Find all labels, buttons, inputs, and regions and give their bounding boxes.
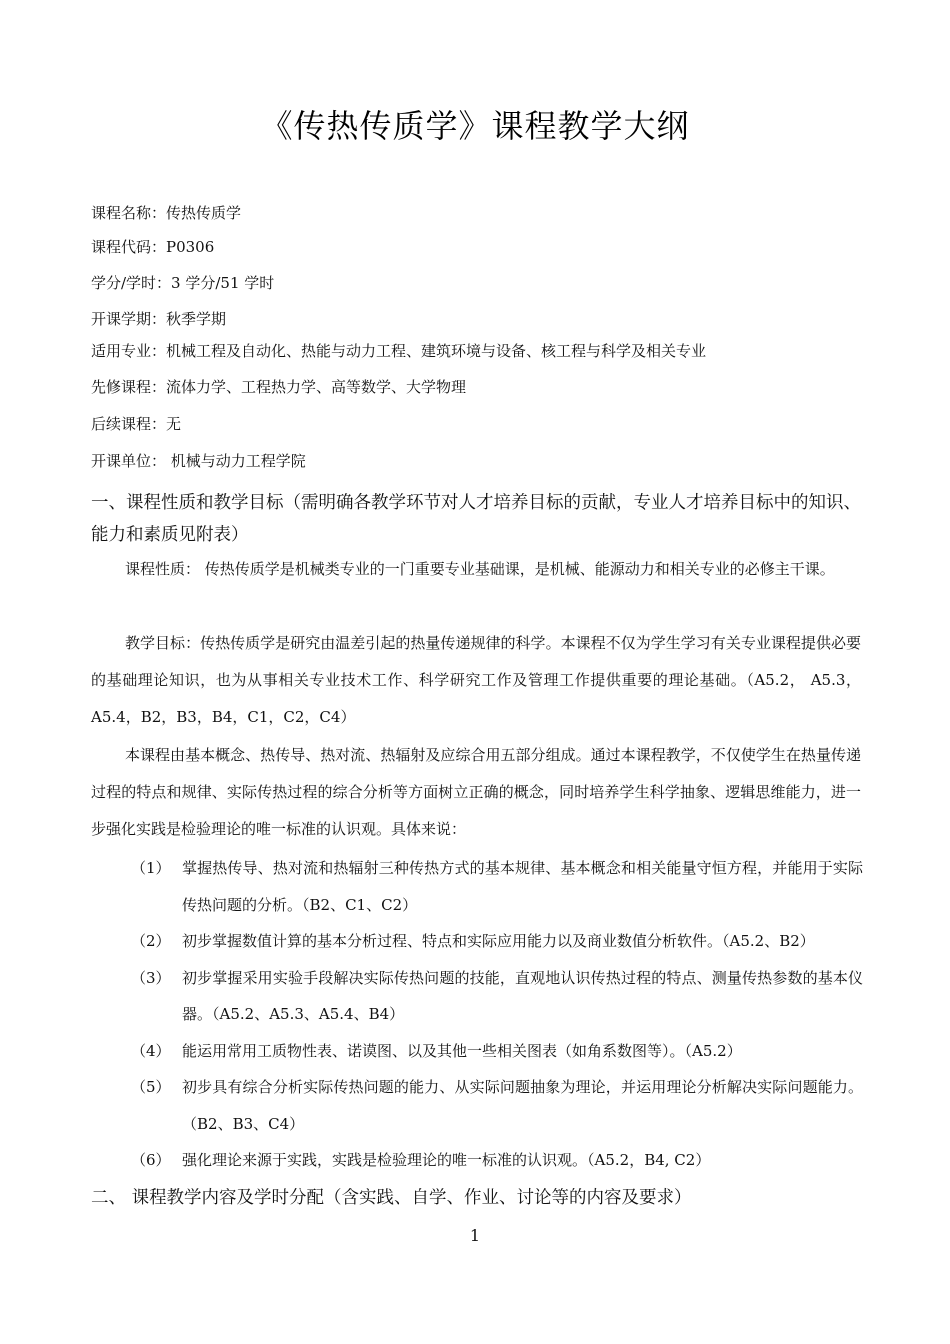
list-item-number: （3） <box>131 968 171 987</box>
list-item <box>91 1033 863 1070</box>
list-item-number: （6） <box>131 1151 171 1169</box>
list-item-text: 初步掌握数值计算的基本分析过程、特点和实际应用能力以及商业数值分析软件。（A5.2、B2） <box>182 932 815 950</box>
list-item-text: 掌握热传导、热对流和热辐射三种传热方式的基本规律、基本概念和相关能量守恒方程，并能用于实际传热问题的分析。（B2、C1、C2） <box>182 859 863 914</box>
course-semester: 开课学期：秋季学期 <box>91 310 227 328</box>
course-nature-paragraph: 课程性质： 传热传质学是机械类专业的一门重要专业基础课，是机械、能源动力和相关专业的必修主干课。 <box>125 560 835 578</box>
list-item <box>91 1142 863 1179</box>
teaching-goal-paragraph: 教学目标：传热传质学是研究由温差引起的热量传递规律的科学。本课程不仅为学生学习有关专业课程提供必要的基础理论知识，也为从事相关专业技术工作、科学研究工作及管理工作提供重要的理论基础。（A5.2， A5.3，A5.4，B2，B3，B4，C1，C2，C4） <box>91 634 861 726</box>
list-item-text: 初步掌握采用实验手段解决实际传热问题的技能，直观地认识传热过程的特点、测量传热参数的基本仪器。（A5.2、A5.3、A5.4、B4） <box>182 968 863 1023</box>
course-credits: 学分/学时：3 学分/51 学时 <box>91 274 275 292</box>
list-item-text: 初步具有综合分析实际传热问题的能力、从实际问题抽象为理论，并运用理论分析解决实际问题能力。（B2、B3、C4） <box>182 1078 863 1133</box>
follow-up-courses: 后续课程：无 <box>91 415 182 433</box>
section-1-heading: 一、课程性质和教学目标（需明确各教学环节对人才培养目标的贡献，专业人才培养目标中的知识、能力和素质见附表） <box>91 493 861 545</box>
list-item-number: （1） <box>131 859 171 877</box>
list-item <box>91 960 863 1033</box>
course-code: 课程代码：P0306 <box>91 238 215 256</box>
page-title: 《传热传质学》课程教学大纲 <box>260 107 690 145</box>
list-item <box>91 1069 863 1142</box>
course-intro-paragraph: 本课程由基本概念、热传导、热对流、热辐射及应综合用五部分组成。通过本课程教学，不仅使学生在热量传递过程的特点和规律、实际传热过程的综合分析等方面树立正确的概念，同时培养学生科学抽象、逻辑思维能力，进一步强化实践是检验理论的唯一标准的认识观。具体来说： <box>91 746 861 838</box>
list-item-text: 能运用常用工质物性表、诺谟图、以及其他一些相关图表（如角系数图等）。（A5.2） <box>182 1041 742 1060</box>
course-name: 课程名称：传热传质学 <box>91 204 242 222</box>
list-item-number: （4） <box>131 1041 171 1060</box>
list-item-number: （2） <box>131 932 171 950</box>
section-2-heading: 二、 课程教学内容及学时分配（含实践、自学、作业、讨论等的内容及要求） <box>91 1188 692 1208</box>
offering-department: 开课单位： 机械与动力工程学院 <box>91 452 306 470</box>
prerequisite-courses: 先修课程：流体力学、工程热力学、高等数学、大学物理 <box>91 378 467 396</box>
list-item-number: （5） <box>131 1078 171 1096</box>
list-item-text: 强化理论来源于实践，实践是检验理论的唯一标准的认识观。（A5.2，B4, C2） <box>182 1151 711 1169</box>
page-number: 1 <box>469 1226 481 1245</box>
objectives-list <box>91 850 863 1179</box>
list-item <box>91 923 863 960</box>
applicable-majors: 适用专业：机械工程及自动化、热能与动力工程、建筑环境与设备、核工程与科学及相关专业 <box>91 342 707 360</box>
list-item <box>91 850 863 923</box>
